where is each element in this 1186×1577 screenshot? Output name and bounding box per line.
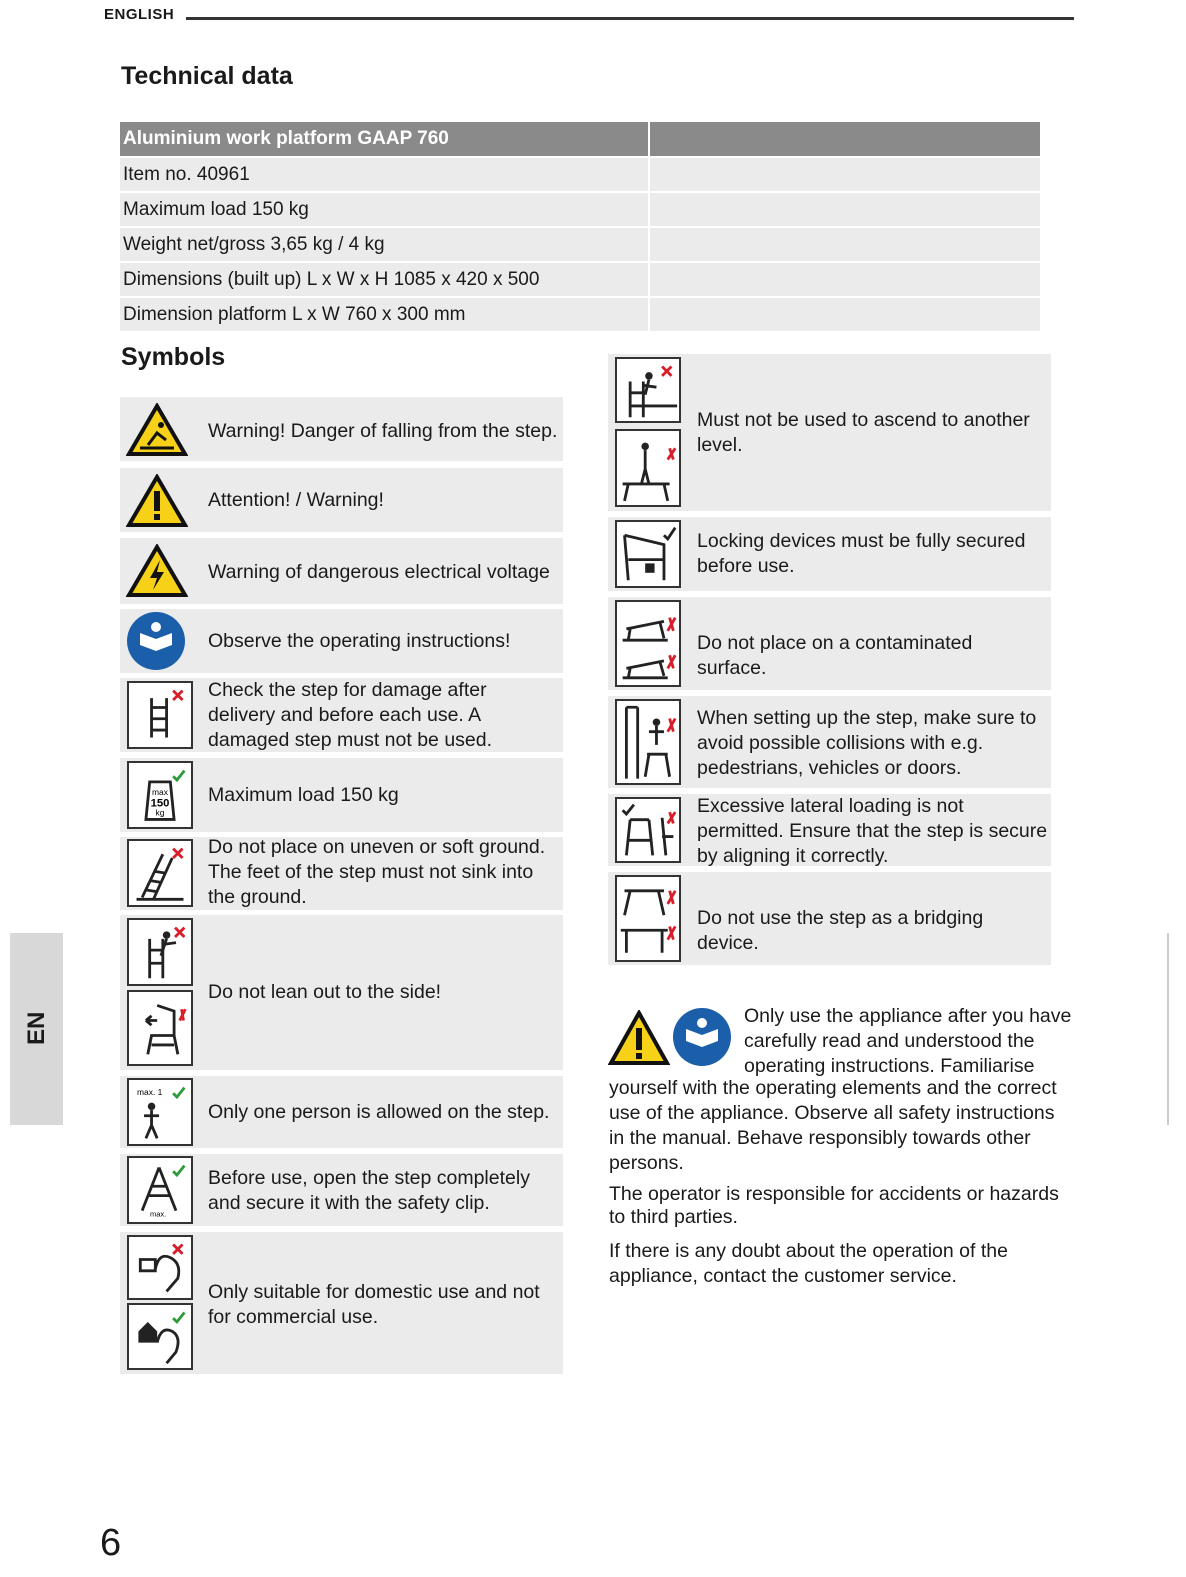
symbol-text: Must not be used to ascend to another level.: [697, 409, 1030, 456]
falling-warning-icon: [126, 403, 188, 457]
domestic-use-icon: [127, 1303, 193, 1370]
locking-device-icon: [615, 520, 681, 588]
language-side-tab: [10, 933, 63, 1125]
symbol-row-max-load: [120, 758, 563, 832]
symbol-row-one-person: [120, 1076, 563, 1148]
symbol-row-ascend: [608, 354, 1051, 511]
symbol-row-lateral: [608, 794, 1051, 866]
ascend-level-icon: [615, 429, 681, 507]
table-header-row: [120, 122, 1040, 157]
symbol-row-domestic: [120, 1232, 563, 1374]
lean-out-icon: [127, 990, 193, 1066]
ascend-level-icon: [615, 357, 681, 423]
symbol-row-attention: [120, 468, 563, 532]
symbol-row-manual: [120, 609, 563, 673]
symbol-text: Do not lean out to the side!: [208, 981, 442, 1003]
load-unit-label: kg: [155, 807, 165, 818]
symbol-text: Only suitable for domestic use and not for commercial use.: [208, 1281, 540, 1328]
table-row: [120, 297, 1040, 332]
table-row: [120, 157, 1040, 192]
symbol-row-bridging: [608, 872, 1051, 965]
symbol-text: Warning of dangerous electrical voltage: [208, 561, 550, 583]
technical-data-title: Technical data: [121, 62, 293, 90]
table-cell: Dimensions (built up) L x W x H 1085 x 420 x 500: [120, 262, 649, 297]
symbol-text: Excessive lateral loading is not permitted. Ensure that the step is secure by aligning it correctly.: [697, 795, 1048, 867]
symbol-row-damage: [120, 678, 563, 752]
read-manual-icon: [125, 611, 187, 671]
symbol-row-falling: [120, 397, 563, 461]
symbol-text: Maximum load 150 kg: [208, 784, 399, 806]
symbol-text: Attention! / Warning!: [208, 489, 384, 511]
notes-doubt: If there is any doubt about the operation of the appliance, contact the customer service.: [609, 1240, 1008, 1287]
attention-warning-icon: [608, 1010, 670, 1066]
max-label: max: [152, 787, 168, 797]
table-cell: Dimension platform L x W 760 x 300 mm: [120, 297, 649, 332]
symbols-title: Symbols: [121, 343, 226, 371]
table-row: [120, 192, 1040, 227]
symbol-text: Do not use the step as a bridging device.: [697, 907, 984, 954]
lean-out-icon: [127, 918, 193, 986]
bridging-icon: [615, 875, 681, 962]
table-cell: Weight net/gross 3,65 kg / 4 kg: [120, 227, 649, 262]
symbol-text: Do not place on uneven or soft ground. The feet of the step must not sink into the ground.: [208, 836, 546, 908]
lateral-load-icon: [615, 797, 681, 863]
language-label: ENGLISH: [104, 6, 175, 23]
symbol-text: Do not place on a contaminated surface.: [697, 632, 973, 679]
symbol-row-lean: [120, 915, 563, 1070]
page-number: 6: [100, 1522, 122, 1564]
contaminated-surface-icon: [615, 600, 681, 687]
side-rule: [1167, 933, 1169, 1125]
symbol-text: Observe the operating instructions!: [208, 630, 511, 652]
max-label: max.: [149, 1209, 167, 1219]
domestic-use-icon: [127, 1235, 193, 1300]
attention-warning-icon: [126, 474, 188, 528]
symbol-row-ground: [120, 837, 563, 910]
symbol-text: Check the step for damage after delivery and before each use. A damaged step must not be used.: [208, 679, 493, 751]
uneven-ground-icon: [127, 839, 193, 907]
language-side-tab-label: EN: [23, 1011, 50, 1045]
collision-icon: [615, 699, 681, 785]
symbol-row-collision: [608, 696, 1051, 788]
symbol-row-voltage: [120, 538, 563, 604]
notes-intro-tail: yourself with the operating elements and the correct use of the appliance. Observe all safety instructions in the manual. Behave responsibly towards other persons.: [609, 1077, 1057, 1174]
notes-intro-head: Only use the appliance after you have carefully read and understood the operating instructions. Familiarise: [744, 1005, 1072, 1077]
open-step-icon: [127, 1156, 193, 1224]
symbol-row-open-step: [120, 1154, 563, 1226]
symbol-text: Locking devices must be fully secured before use.: [697, 530, 1026, 577]
symbol-row-locking: [608, 517, 1051, 591]
table-row: [120, 262, 1040, 297]
table-cell: Maximum load 150 kg: [120, 192, 649, 227]
read-manual-icon: [672, 1007, 732, 1067]
table-row: [120, 227, 1040, 262]
symbol-text: Before use, open the step completely and secure it with the safety clip.: [208, 1167, 530, 1214]
symbol-text: Warning! Danger of falling from the step.: [208, 420, 558, 442]
symbol-text: When setting up the step, make sure to avoid possible collisions with e.g. pedestrians, vehicles or doors.: [697, 707, 1037, 779]
one-person-icon: [127, 1078, 193, 1146]
header-rule: [186, 17, 1074, 20]
table-header-cell: Aluminium work platform GAAP 760: [120, 122, 649, 157]
symbol-row-contaminated: [608, 597, 1051, 690]
damaged-ladder-icon: [127, 681, 193, 749]
load-value-label: 150: [150, 797, 170, 810]
symbol-text: Only one person is allowed on the step.: [208, 1101, 550, 1123]
notes-operator: The operator is responsible for accidents or hazards to third parties.: [609, 1183, 1059, 1228]
technical-data-table: [120, 122, 1040, 333]
max-one-label: max. 1: [137, 1087, 163, 1098]
electrical-voltage-icon: [126, 544, 188, 598]
table-cell: Item no. 40961: [120, 157, 649, 192]
max-load-icon: [127, 761, 193, 829]
